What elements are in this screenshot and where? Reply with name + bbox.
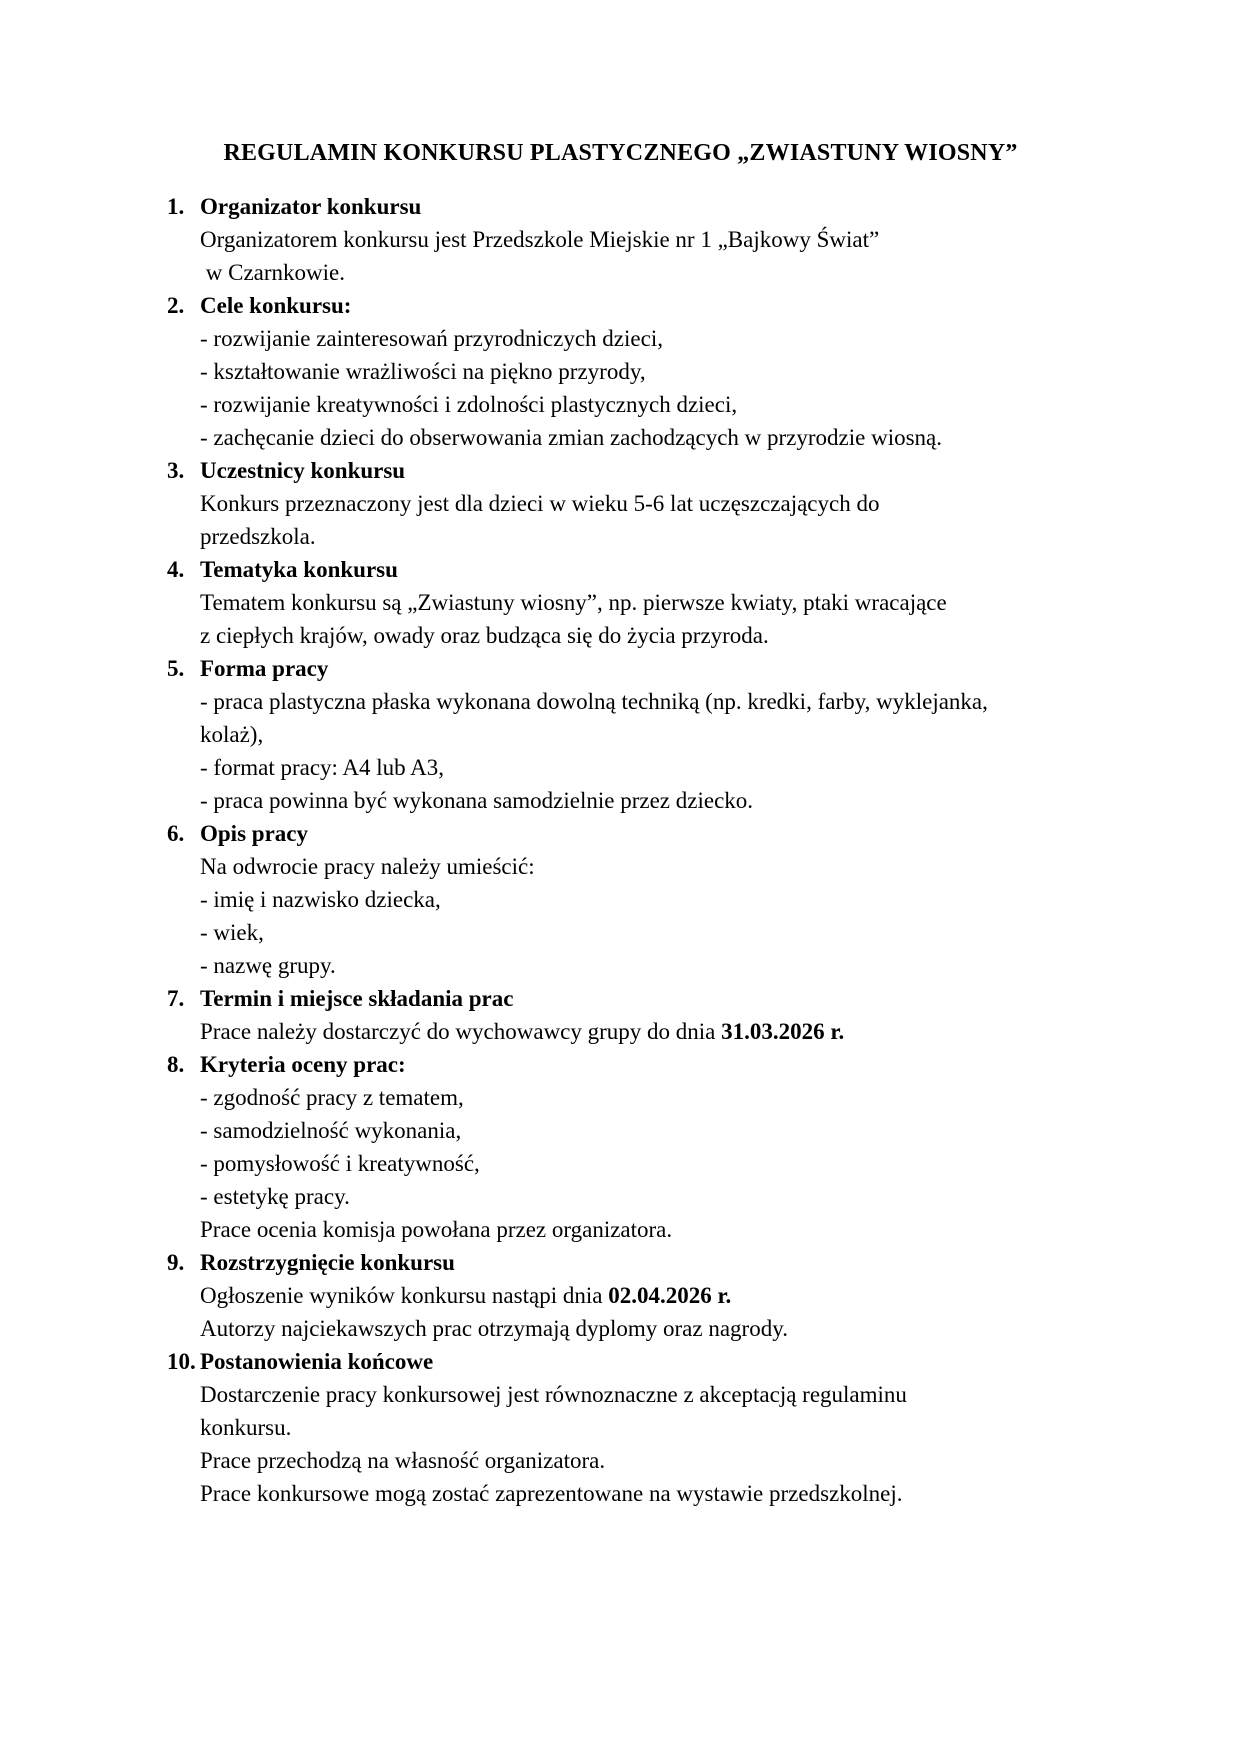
text-line: [200, 685, 1171, 718]
line-text: - rozwijanie zainteresowań przyrodniczych dzieci,: [200, 326, 663, 351]
line-text: - nazwę grupy.: [200, 953, 336, 978]
section-heading-line: [167, 652, 1171, 685]
text-line: [200, 1213, 1171, 1246]
line-text: Autorzy najciekawszych prac otrzymają dyplomy oraz nagrody.: [200, 1316, 788, 1341]
text-line: [200, 949, 1171, 982]
section-number: 10.: [167, 1349, 196, 1374]
document-title: REGULAMIN KONKURSU PLASTYCZNEGO „ZWIASTUNY WIOSNY”: [223, 140, 1018, 166]
line-text: konkursu.: [200, 1415, 292, 1440]
text-line: [200, 520, 1171, 553]
line-text: - samodzielność wykonania,: [200, 1118, 462, 1143]
section-heading: Postanowienia końcowe: [200, 1349, 434, 1374]
text-line: [200, 1378, 1171, 1411]
line-text: z ciepłych krajów, owady oraz budząca się do życia przyroda.: [200, 623, 769, 648]
text-line: [200, 718, 1171, 751]
line-text: Prace należy dostarczyć do wychowawcy grupy do dnia: [200, 1019, 722, 1044]
line-text: - rozwijanie kreatywności i zdolności plastycznych dzieci,: [200, 392, 738, 417]
section-heading-line: [167, 454, 1171, 487]
line-text: - zachęcanie dzieci do obserwowania zmian zachodzących w przyrodzie wiosną.: [200, 425, 943, 450]
section-heading-line: [167, 1345, 1171, 1378]
line-text: - kształtowanie wrażliwości na piękno przyrody,: [200, 359, 646, 384]
section-8: [167, 1048, 1171, 1246]
section-heading-line: [167, 982, 1171, 1015]
section-heading: Uczestnicy konkursu: [200, 458, 406, 483]
text-line: [200, 619, 1171, 652]
line-text: Organizatorem konkursu jest Przedszkole Miejskie nr 1 „Bajkowy Świat”: [200, 227, 880, 252]
section-heading: Tematyka konkursu: [200, 557, 398, 582]
section-7: [167, 982, 1171, 1048]
text-line: [200, 487, 1171, 520]
section-2: [167, 289, 1171, 454]
section-number: 3.: [167, 458, 185, 483]
text-line: [200, 223, 1171, 256]
section-heading: Termin i miejsce składania prac: [200, 986, 514, 1011]
section-number: 6.: [167, 821, 185, 846]
section-number: 5.: [167, 656, 185, 681]
line-text: - format pracy: A4 lub A3,: [200, 755, 445, 780]
section-number: 9.: [167, 1250, 185, 1275]
text-line: [200, 256, 1171, 289]
text-line: [200, 1015, 1171, 1048]
section-number: 1.: [167, 194, 185, 219]
text-line: [200, 883, 1171, 916]
text-line: [200, 751, 1171, 784]
section-number: 7.: [167, 986, 185, 1011]
line-text: - zgodność pracy z tematem,: [200, 1085, 464, 1110]
line-text: w Czarnkowie.: [200, 260, 345, 285]
line-text: przedszkola.: [200, 524, 316, 549]
section-9: [167, 1246, 1171, 1345]
text-line: [200, 1411, 1171, 1444]
section-heading: Organizator konkursu: [200, 194, 422, 219]
text-line: [200, 586, 1171, 619]
section-1: [167, 190, 1171, 289]
text-line: [200, 850, 1171, 883]
text-line: [200, 916, 1171, 949]
text-line: [200, 322, 1171, 355]
section-6: [167, 817, 1171, 982]
text-line: [200, 355, 1171, 388]
line-text: Konkurs przeznaczony jest dla dzieci w wieku 5-6 lat uczęszczających do: [200, 491, 880, 516]
line-text: - pomysłowość i kreatywność,: [200, 1151, 480, 1176]
bold-date: 02.04.2026 r.: [608, 1283, 732, 1308]
section-number: 2.: [167, 293, 185, 318]
line-text: Prace ocenia komisja powołana przez organizatora.: [200, 1217, 673, 1242]
text-line: [200, 784, 1171, 817]
text-line: [200, 1114, 1171, 1147]
section-heading-line: [167, 289, 1171, 322]
text-line: [200, 388, 1171, 421]
bold-date: 31.03.2026 r.: [721, 1019, 845, 1044]
line-text: - estetykę pracy.: [200, 1184, 350, 1209]
section-heading: Kryteria oceny prac:: [200, 1052, 406, 1077]
sections-list: [167, 190, 1241, 1510]
line-text: Na odwrocie pracy należy umieścić:: [200, 854, 535, 879]
line-text: Tematem konkursu są „Zwiastuny wiosny”, np. pierwsze kwiaty, ptaki wracające: [200, 590, 947, 615]
line-text: Dostarczenie pracy konkursowej jest równoznaczne z akceptacją regulaminu: [200, 1382, 907, 1407]
section-heading: Forma pracy: [200, 656, 329, 681]
section-heading-line: [167, 190, 1171, 223]
line-text: Prace konkursowe mogą zostać zaprezentowane na wystawie przedszkolnej.: [200, 1481, 903, 1506]
text-line: [200, 1477, 1171, 1510]
text-line: [200, 421, 1171, 454]
line-text: - praca powinna być wykonana samodzielnie przez dziecko.: [200, 788, 754, 813]
text-line: [200, 1147, 1171, 1180]
line-text: - imię i nazwisko dziecka,: [200, 887, 441, 912]
section-heading: Opis pracy: [200, 821, 308, 846]
line-text: Prace przechodzą na własność organizatora.: [200, 1448, 606, 1473]
section-heading: Rozstrzygnięcie konkursu: [200, 1250, 455, 1275]
text-line: [200, 1312, 1171, 1345]
section-heading: Cele konkursu:: [200, 293, 352, 318]
section-heading-line: [167, 553, 1171, 586]
text-line: [200, 1444, 1171, 1477]
line-text: - praca plastyczna płaska wykonana dowolną techniką (np. kredki, farby, wyklejanka,: [200, 689, 988, 714]
text-line: [200, 1081, 1171, 1114]
line-text: - wiek,: [200, 920, 264, 945]
section-heading-line: [167, 1246, 1171, 1279]
section-4: [167, 553, 1171, 652]
section-3: [167, 454, 1171, 553]
text-line: [200, 1180, 1171, 1213]
line-text: Ogłoszenie wyników konkursu nastąpi dnia: [200, 1283, 609, 1308]
section-heading-line: [167, 1048, 1171, 1081]
section-heading-line: [167, 817, 1171, 850]
section-number: 4.: [167, 557, 185, 582]
line-text: kolaż),: [200, 722, 264, 747]
text-line: [200, 1279, 1171, 1312]
section-5: [167, 652, 1171, 817]
section-number: 8.: [167, 1052, 185, 1077]
section-10: [167, 1345, 1171, 1510]
